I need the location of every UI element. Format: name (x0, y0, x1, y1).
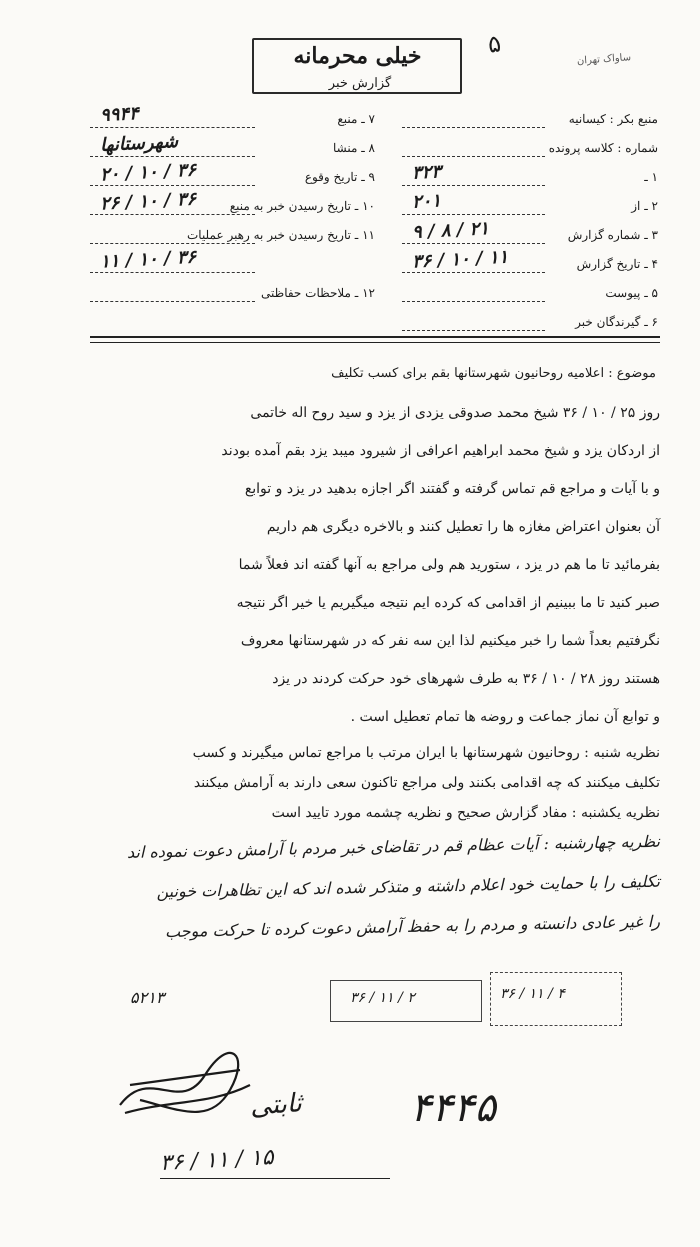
interpretation-line: نظریه یکشنبه : مفاد گزارش صحیح و نظریه چشمه مورد تایید است (271, 805, 660, 821)
body-text-line: از اردکان یزد و شیخ محمد ابراهیم اعرافی از شیرود میبد یزد بقم آمده بودند (221, 443, 660, 459)
document-title: خیلی محرمانه (293, 43, 422, 69)
field-left-label: ۱۰ ـ تاریخ رسیدن خبر به منبع (229, 199, 375, 213)
body-text-line: بفرمائید تا ما هم در یزد ، ستورید هم ولی مراجع به آنها گفته اند فعلاً شما (238, 557, 660, 573)
field-right-label: ۴ ـ تاریخ گزارش (576, 257, 658, 271)
field-left-dotted-line (90, 214, 255, 215)
routing-stamp-date: ۳۶ / ۱۱ / ۴ (500, 986, 565, 1002)
field-left-value: شهرستانها (99, 130, 179, 157)
handwritten-line: را غیر عادی دانسته و مردم را به حفظ آرامش دعوت کرده تا حرکت موجب (164, 911, 661, 942)
subject-line: موضوع : اعلامیه روحانیون شهرستانها بقم برای کسب تکلیف (331, 366, 656, 381)
field-right-label: ۶ ـ گیرندگان خبر (575, 315, 658, 329)
divider-line (90, 336, 660, 338)
signature-date: ۳۶ / ۱۱ / ۱۵ (159, 1145, 275, 1176)
field-right-dotted-line (402, 185, 545, 186)
body-text-line: صبر کنید تا ما ببینیم از اقدامی که کرده ایم نتیجه میگیریم یا خیر اگر نتیجه (236, 595, 660, 611)
field-right-label: ۱ ـ (644, 170, 658, 184)
body-text-line: روز ۲۵ / ۱۰ / ۳۶ شیخ محمد صدوقی یزدی از یزد و سید روح اله خاتمی (250, 405, 660, 421)
body-text-line: هستند روز ۲۸ / ۱۰ / ۳۶ به طرف شهرهای خود حرکت کردند در یزد (272, 671, 660, 687)
field-left-dotted-line (90, 185, 255, 186)
document-subtitle: گزارش خبر (328, 76, 392, 91)
signature-name: ثابتی (249, 1088, 303, 1122)
handwritten-line: نظریه چهارشنبه : آیات عظام قم در تقاضای خبر مردم با آرامش دعوت نموده اند (126, 831, 661, 862)
field-left-dotted-line (90, 127, 255, 128)
signature-scribble (110, 1045, 260, 1125)
corner-number: ۵ (486, 29, 503, 59)
field-right-value: ۲۰۱ (411, 190, 442, 213)
field-left-label: ۸ ـ منشا (332, 141, 375, 155)
field-right-label: شماره : کلاسه پرونده (548, 141, 658, 155)
field-left-value: ۱۱ / ۱۰ / ۳۶ (99, 246, 197, 273)
interpretation-line: نظریه شنبه : روحانیون شهرستانها با ایران مرتب با مراجع تماس میگیرند و کسب (192, 745, 660, 761)
field-right-value: ۳۲۳ (411, 161, 442, 184)
field-right-label: منبع بکر : کیسانیه (568, 112, 658, 126)
field-right-dotted-line (402, 330, 545, 331)
field-right-value: ۹ / ۸ / ۲۱ (411, 218, 490, 243)
routing-stamp-date: ۳۶ / ۱۱ / ۲ (350, 990, 415, 1006)
reference-number: ۴۴۴۵ (410, 1085, 496, 1131)
field-right-dotted-line (402, 214, 545, 215)
field-right-label: ۳ ـ شماره گزارش (567, 228, 658, 242)
body-text-line: و با آیات و مراجع قم تماس گرفته و گفتند اگر اجازه بدهید در یزد و توابع (244, 481, 660, 497)
routing-stamps (90, 966, 650, 1036)
field-right-dotted-line (402, 156, 545, 157)
handwritten-line: تکلیف را با حمایت خود اعلام داشته و متذکر شده اند که این تظاهرات خونین (156, 871, 661, 902)
field-left-label: ۹ ـ تاریخ وقوع (304, 170, 375, 184)
field-left-dotted-line (90, 243, 255, 244)
routing-stamp-code: ۵۲۱۳ (130, 988, 165, 1007)
field-left-dotted-line (90, 156, 255, 157)
body-text-line: آن بعنوان اعتراض مغازه ها را تعطیل کنند و بالاخره دیگری هم داریم (266, 519, 660, 535)
field-right-dotted-line (402, 127, 545, 128)
divider-line (90, 342, 660, 343)
field-left-dotted-line (90, 301, 255, 302)
field-right-dotted-line (402, 243, 545, 244)
field-left-value: ۲۰ / ۱۰ / ۳۶ (99, 159, 197, 186)
body-text-line: و توابع آن نماز جماعت و روضه ها تمام تعطیل است . (350, 709, 660, 725)
field-right-label: ۲ ـ از (631, 199, 658, 213)
field-right-label: ۵ ـ پیوست (605, 286, 658, 300)
field-right-dotted-line (402, 301, 545, 302)
field-left-label: ۱۲ ـ ملاحظات حفاظتی (261, 286, 375, 300)
signature-underline (160, 1178, 390, 1179)
field-right-dotted-line (402, 272, 545, 273)
field-left-value: ۹۹۴۴ (99, 103, 140, 126)
field-left-dotted-line (90, 272, 255, 273)
interpretation-line: تکلیف میکنند که چه اقدامی بکنند ولی مراجع تاکنون سعی دارند به آرامش میکنند (193, 775, 660, 791)
field-left-label: ۷ ـ منبع (337, 112, 375, 126)
field-right-value: ۳۶ / ۱۰ / ۱۱ (411, 246, 509, 273)
body-text-line: نگرفتیم بعداً شما را خبر میکنیم لذا این سه نفر که در شهرستانها معروف (240, 633, 660, 649)
field-left-value: ۲۶ / ۱۰ / ۳۶ (99, 188, 197, 215)
classification-stamp: ساواک تهران (576, 52, 632, 67)
field-left-label: ۱۱ ـ تاریخ رسیدن خبر به رهبر عملیات (186, 228, 375, 242)
